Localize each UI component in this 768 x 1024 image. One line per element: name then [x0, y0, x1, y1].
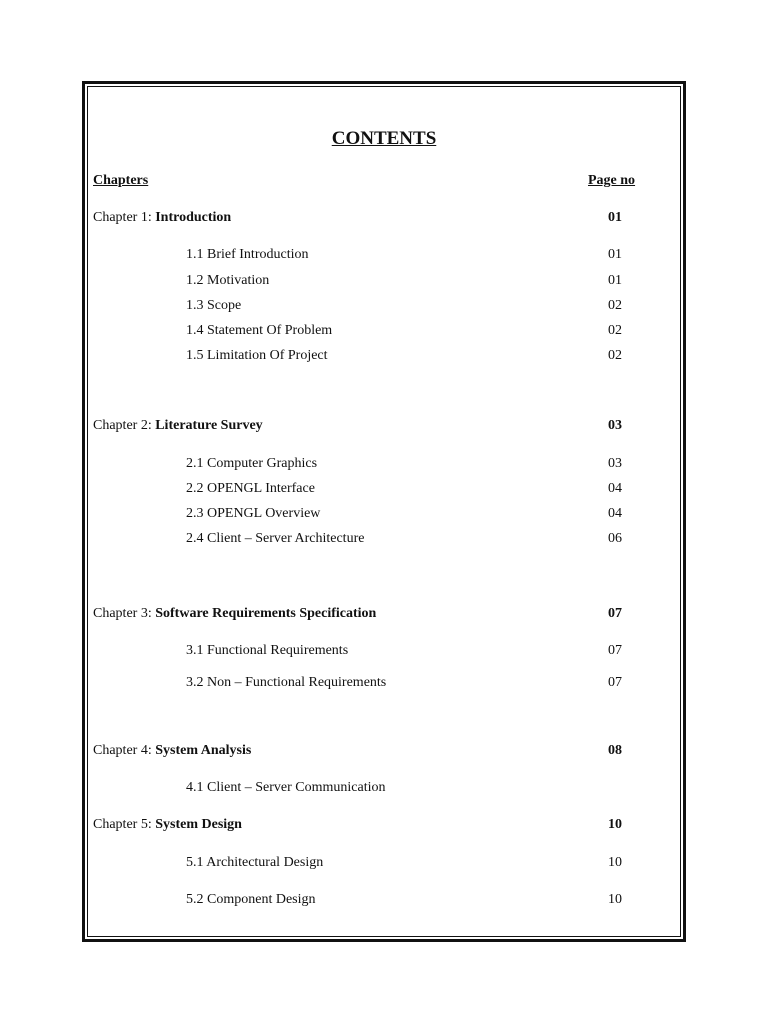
section-3-2-page: 07 — [608, 675, 622, 690]
chapter-3-heading — [93, 607, 376, 621]
section-2-4: 2.4 Client – Server Architecture — [186, 531, 365, 546]
section-2-1-page: 03 — [608, 456, 622, 471]
section-2-3: 2.3 OPENGL Overview — [186, 506, 321, 521]
section-1-2-page: 01 — [608, 273, 622, 288]
section-1-3-page: 02 — [608, 298, 622, 313]
section-1-1-page: 01 — [608, 247, 622, 262]
chapter-3-page: 07 — [608, 606, 622, 621]
chapter-5-heading — [93, 818, 242, 832]
chapter-2-page: 03 — [608, 418, 622, 433]
chapter-4-heading — [93, 744, 251, 758]
chapter-2-heading — [93, 419, 263, 433]
section-2-3-page: 04 — [608, 506, 622, 521]
chapters-column-header: Chapters — [93, 173, 149, 188]
chapter-prefix: Chapter 3: — [93, 606, 156, 621]
section-1-5: 1.5 Limitation Of Project — [186, 348, 328, 363]
page-no-column-header: Page no — [588, 173, 636, 188]
chapter-name: Software Requirements Specification — [155, 606, 377, 621]
section-3-1-page: 07 — [608, 643, 622, 658]
chapter-prefix: Chapter 1: — [93, 210, 156, 225]
section-1-4-page: 02 — [608, 323, 622, 338]
chapter-name: System Analysis — [155, 743, 252, 758]
section-1-1: 1.1 Brief Introduction — [186, 247, 309, 262]
chapter-prefix: Chapter 4: — [93, 743, 156, 758]
section-2-2: 2.2 OPENGL Interface — [186, 481, 315, 496]
section-1-3: 1.3 Scope — [186, 298, 242, 313]
page-title: CONTENTS — [331, 128, 437, 149]
section-2-2-page: 04 — [608, 481, 622, 496]
chapter-4-page: 08 — [608, 743, 622, 758]
chapter-prefix: Chapter 2: — [93, 418, 156, 433]
section-1-5-page: 02 — [608, 348, 622, 363]
section-2-4-page: 06 — [608, 531, 622, 546]
section-3-2: 3.2 Non – Functional Requirements — [186, 675, 387, 690]
section-3-1: 3.1 Functional Requirements — [186, 643, 349, 658]
chapter-name: System Design — [155, 817, 242, 832]
chapter-1-heading — [93, 211, 231, 225]
section-5-2-page: 10 — [608, 892, 622, 907]
chapter-1-page: 01 — [608, 210, 622, 225]
section-5-1: 5.1 Architectural Design — [186, 855, 324, 870]
section-5-1-page: 10 — [608, 855, 622, 870]
chapter-name: Literature Survey — [155, 418, 263, 433]
section-1-2: 1.2 Motivation — [186, 273, 270, 288]
chapter-name: Introduction — [155, 210, 232, 225]
section-5-2: 5.2 Component Design — [186, 892, 316, 907]
chapter-5-page: 10 — [608, 817, 622, 832]
chapter-prefix: Chapter 5: — [93, 817, 156, 832]
section-1-4: 1.4 Statement Of Problem — [186, 323, 333, 338]
section-2-1: 2.1 Computer Graphics — [186, 456, 318, 471]
section-4-1: 4.1 Client – Server Communication — [186, 780, 386, 795]
